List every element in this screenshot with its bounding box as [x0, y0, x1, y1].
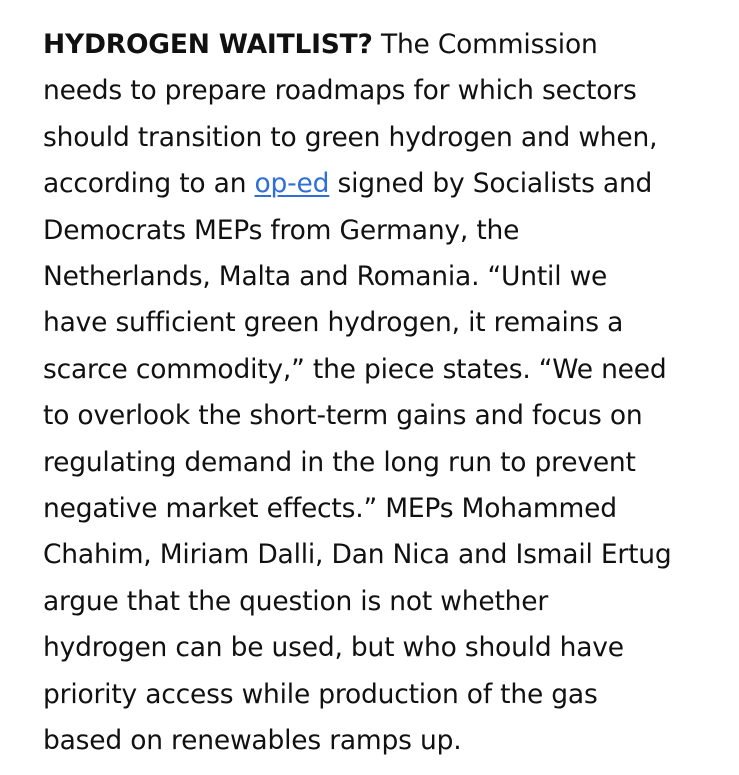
text-line-2: needs to prepare roadmaps for which sectors	[43, 75, 637, 107]
article-paragraph	[43, 22, 723, 765]
text-line-3: should transition to green hydrogen and when,	[43, 121, 658, 153]
headline: HYDROGEN WAITLIST?	[43, 29, 373, 60]
text-line-10: regulating demand in the long run to prevent	[43, 446, 636, 478]
text-line-4	[43, 161, 723, 207]
text-line-6: Netherlands, Malta and Romania. “Until we	[43, 261, 608, 293]
text-line-1	[43, 22, 723, 68]
text-line-12: Chahim, Miriam Dalli, Dan Nica and Ismail Ertug	[43, 539, 672, 571]
text-line-15: priority access while production of the gas	[43, 678, 598, 710]
text-line-13: argue that the question is not whether	[43, 585, 549, 617]
text-line-9: to overlook the short-term gains and focus on	[43, 400, 643, 432]
text-line-14: hydrogen can be used, but who should have	[43, 632, 624, 664]
line-4-after-link: signed by Socialists and	[329, 168, 653, 200]
line-1-text: The Commission	[372, 29, 598, 60]
text-line-8: scarce commodity,” the piece states. “We need	[43, 353, 667, 385]
text-line-16: based on renewables ramps up.	[43, 725, 462, 757]
text-line-11: negative market effects.” MEPs Mohammed	[43, 493, 617, 525]
op-ed-link[interactable]: op-ed	[254, 168, 330, 200]
text-line-7: have sufficient green hydrogen, it remains a	[43, 307, 624, 339]
line-4-before-link: according to an	[43, 168, 255, 200]
text-line-5: Democrats MEPs from Germany, the	[43, 214, 520, 246]
